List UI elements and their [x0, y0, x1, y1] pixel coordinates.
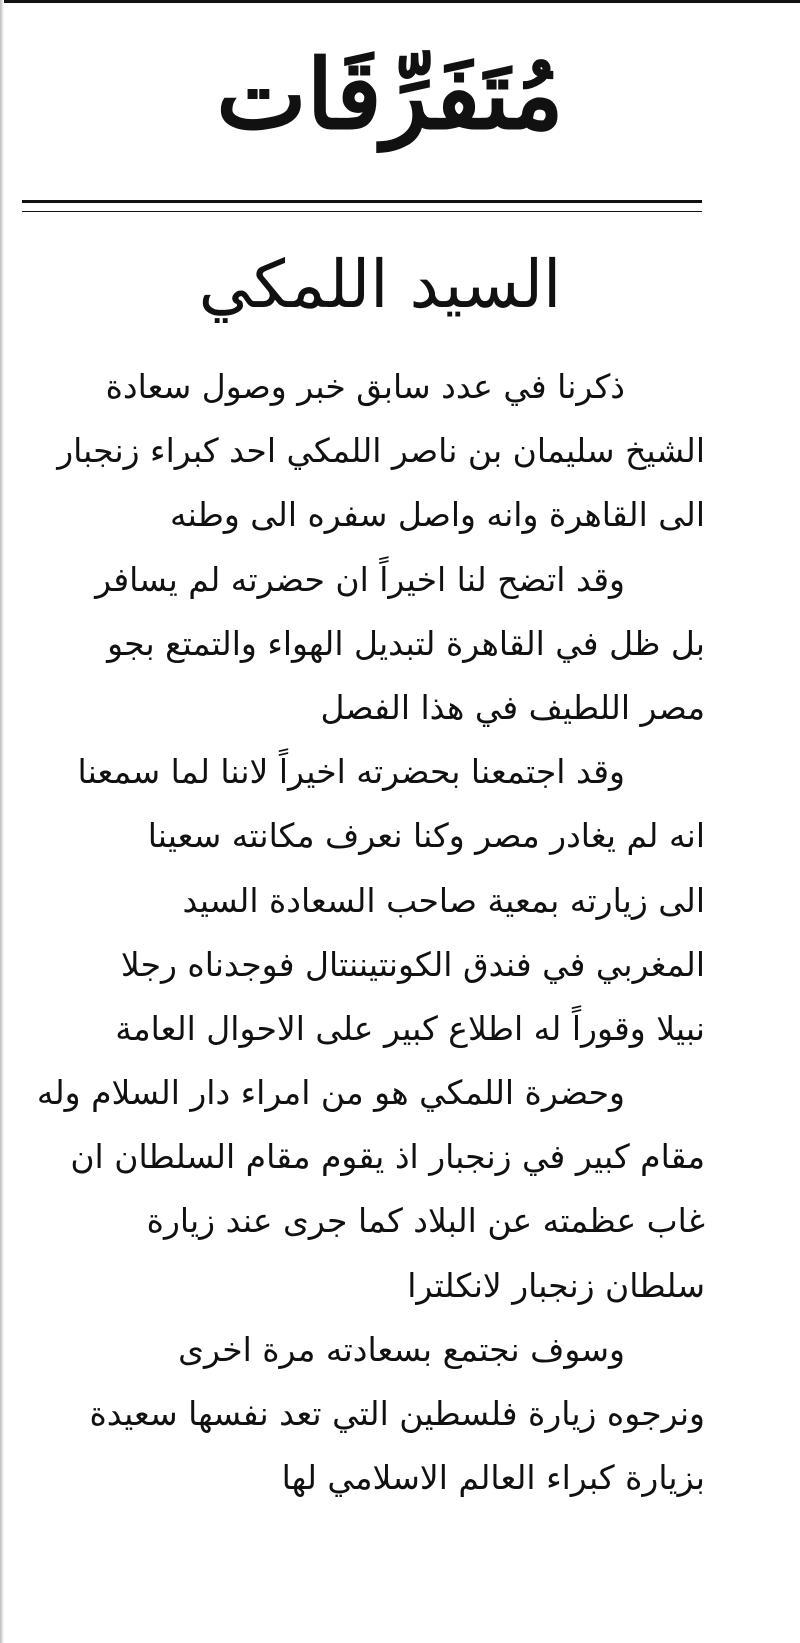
- article-line: ونرجوه زيارة فلسطين التي تعد نفسها سعيدة: [89, 1394, 705, 1433]
- section-masthead: [160, 20, 620, 170]
- article-line: وقد اتضح لنا اخيراً ان حضرته لم يسافر: [95, 559, 625, 599]
- article-line: وقد اجتمعنا بحضرته اخيراً لاننا لما سمعنا: [77, 752, 625, 792]
- article-line: نبيلا وقوراً له اطلاع كبير على الاحوال العامة: [115, 1008, 705, 1048]
- article-line: الشيخ سليمان بن ناصر اللمكي احد كبراء زنجبار: [57, 431, 705, 471]
- article-line: بل ظل في القاهرة لتبديل الهواء والتمتع بجو: [107, 623, 705, 663]
- article-line: بزيارة كبراء العالم الاسلامي لها: [281, 1458, 705, 1498]
- article-line: سلطان زنجبار لانكلترا: [407, 1265, 705, 1305]
- article-line: وسوف نجتمع بسعادته مرة اخرى: [178, 1329, 625, 1369]
- section-title: مُتَفَرِّقَات: [216, 38, 564, 151]
- section-divider-rule: [22, 200, 702, 212]
- article-line: انه لم يغادر مصر وكنا نعرف مكانته سعينا: [147, 816, 705, 856]
- article-line: غاب عظمته عن البلاد كما جرى عند زيارة: [146, 1201, 705, 1241]
- article-line: الى القاهرة وانه واصل سفره الى وطنه: [169, 495, 705, 535]
- article-headline: السيد اللمكي: [198, 246, 562, 323]
- article-line: مقام كبير في زنجبار اذ يقوم مقام السلطان ان: [70, 1137, 705, 1177]
- article-line: مصر اللطيف في هذا الفصل: [320, 687, 705, 727]
- top-border-rule: [0, 0, 800, 3]
- article-line: الى زيارته بمعية صاحب السعادة السيد: [182, 880, 705, 920]
- article-line: المغربي في فندق الكونتيننتال فوجدناه رجلا: [120, 944, 705, 984]
- article-line: ذكرنا في عدد سابق خبر وصول سعادة: [105, 367, 625, 406]
- article-line: وحضرة اللمكي هو من امراء دار السلام وله: [36, 1073, 625, 1113]
- article-body: [0, 355, 705, 1510]
